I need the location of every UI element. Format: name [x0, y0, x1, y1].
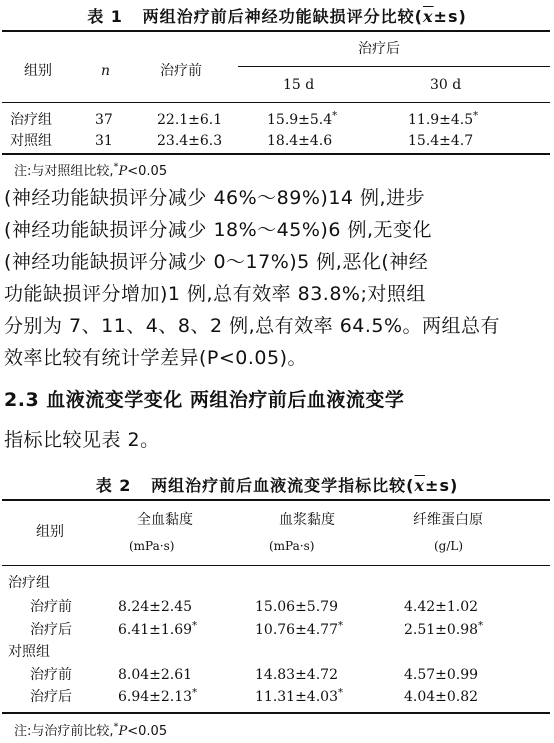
table2-g1-r1-label: 治疗前: [30, 599, 72, 615]
table1-header-before: 治疗前: [160, 63, 202, 79]
table2-g2-r1-plasma: [255, 666, 338, 684]
table2-g2-r1-fibrinogen: [404, 666, 478, 684]
paragraph-line-8: 指标比较见表 2。: [4, 429, 160, 451]
paragraph-line-5: 分别为 7、11、4、8、2 例,总有效率 64.5%。两组总有: [4, 315, 501, 337]
table2-g1-r2-m2: *: [337, 620, 343, 632]
table1-row2-n: 31: [95, 133, 113, 149]
table2-note: [14, 720, 167, 739]
table2-caption: [0, 473, 554, 496]
table1-row2-15d: [267, 132, 332, 150]
table2-g1-r2-v1: 6.41±1.69: [118, 622, 193, 638]
table2-stat-mean: $\overline{x}$: [414, 476, 426, 495]
table2-g2-r2-fibrinogen: [404, 688, 478, 706]
table2-g2-r1-v1: 8.04±2.61: [118, 667, 193, 683]
table1-row1-15d-value: 15.9±5.4: [267, 112, 333, 128]
table2-g1-r1-v1: 8.24±2.45: [118, 599, 193, 615]
table1-row1-30d-mark: *: [473, 110, 479, 122]
table1-row1-group: 治疗组: [10, 112, 52, 128]
paragraph-line-3: (神经功能缺损评分减少 0～17%)5 例,恶化(神经: [4, 251, 429, 273]
table1-header-group: 组别: [24, 63, 52, 79]
table2-group-treatment: 治疗组: [8, 575, 50, 591]
table2-g2-r2-v2: 11.31±4.03: [255, 689, 338, 705]
table1-header-15d: 15 d: [283, 77, 315, 93]
table2-g2-r1-v3: 4.57±0.99: [404, 667, 479, 683]
table2-g2-r2-plasma: [255, 688, 343, 706]
table2-header-plasma: 血浆黏度: [279, 512, 335, 528]
table2-header-rule: [2, 565, 550, 566]
table2-note-p: P: [118, 724, 128, 739]
table2-g1-r1-fibrinogen: [404, 598, 478, 616]
table2-g1-r2-label: 治疗后: [30, 622, 72, 638]
table1-header-after: 治疗后: [358, 41, 400, 57]
table2-g1-r2-m3: *: [478, 620, 484, 632]
section-heading-2-3: 2.3 血液流变学变化 两组治疗前后血液流变学: [4, 389, 405, 411]
table2-g1-r1-plasma: [255, 598, 338, 616]
table1-stat-sd: ±s): [433, 7, 467, 26]
table1-header-30d: 30 d: [430, 77, 462, 93]
table1-caption: [0, 4, 554, 27]
paragraph-line-6: 效率比较有统计学差异(P<0.05)。: [4, 347, 308, 369]
table2-header-whole-blood-unit: (mPa·s): [129, 539, 175, 553]
table2-note-star: *: [113, 721, 119, 733]
table1-title: 两组治疗前后神经功能缺损评分比较(: [142, 7, 423, 26]
table1-row1-15d: [267, 111, 337, 129]
table2-top-rule: [2, 499, 550, 501]
table1-top-rule: [2, 30, 550, 32]
table2-header-whole-blood: 全血黏度: [137, 512, 193, 528]
table2-note-text: 注:与治疗前比较,: [14, 724, 114, 739]
table2-group-control: 对照组: [8, 644, 50, 660]
table2-g1-r2-whole-blood: [118, 621, 197, 639]
table1-note-p: P: [118, 164, 128, 179]
table2-g2-r2-m1: *: [192, 687, 198, 699]
table1-note: [14, 160, 167, 179]
table2-header-fibrinogen: 纤维蛋白原: [413, 512, 483, 528]
table1-row1-15d-mark: *: [332, 110, 338, 122]
table2-g2-r2-whole-blood: [118, 688, 197, 706]
table1-row1-n: 37: [95, 112, 113, 128]
table2-g1-r1-whole-blood: [118, 598, 192, 616]
table1-row2-15d-value: 18.4±4.6: [267, 133, 333, 149]
table2-title: 两组治疗前后血液流变学指标比较(: [151, 476, 415, 495]
table1-bottom-rule: [2, 153, 550, 155]
table2-g1-r2-v2: 10.76±4.77: [255, 622, 338, 638]
table2-note-threshold: <0.05: [127, 724, 168, 739]
table2-g1-r2-v3: 2.51±0.98: [404, 622, 479, 638]
table1-note-star: *: [113, 161, 119, 173]
table1-row1-30d: [408, 111, 478, 129]
table2-g2-r2-m2: *: [337, 687, 343, 699]
table1-row2-30d: [408, 132, 473, 150]
table2-g1-r2-plasma: [255, 621, 343, 639]
table2-g1-r1-v3: 4.42±1.02: [404, 599, 479, 615]
table1-note-text: 注:与对照组比较,: [14, 164, 114, 179]
table1-header-n: n: [101, 63, 111, 79]
table1-after-rule: [238, 66, 550, 67]
table2-g2-r1-v2: 14.83±4.72: [255, 667, 338, 683]
table2-g1-r2-m1: *: [192, 620, 198, 632]
table1-header-rule: [2, 102, 550, 103]
paragraph-line-1: (神经功能缺损评分减少 46%～89%)14 例,进步: [4, 187, 426, 209]
paragraph-line-2: (神经功能缺损评分减少 18%～45%)6 例,无变化: [4, 219, 432, 241]
table2-g2-r1-label: 治疗前: [30, 667, 72, 683]
table2-header-fibrinogen-unit: (g/L): [434, 539, 464, 553]
paragraph-line-4: 功能缺损评分增加)1 例,总有效率 83.8%;对照组: [4, 283, 426, 305]
table2-g2-r2-label: 治疗后: [30, 689, 72, 705]
table1-stat-mean: $\overline{x}$: [422, 7, 434, 26]
table2-stat-sd: ±s): [425, 476, 459, 495]
table2-label: 表 2: [95, 476, 132, 495]
table2-g1-r2-fibrinogen: [404, 621, 483, 639]
table2-g2-r2-v1: 6.94±2.13: [118, 689, 193, 705]
table2-bottom-rule: [2, 712, 550, 714]
table2-header-plasma-unit: (mPa·s): [269, 539, 315, 553]
table2-g2-r2-v3: 4.04±0.82: [404, 689, 479, 705]
table1-row1-30d-value: 11.9±4.5: [408, 112, 474, 128]
table1-row2-group: 对照组: [10, 133, 52, 149]
table1-note-threshold: <0.05: [127, 164, 168, 179]
table1-label: 表 1: [87, 7, 123, 26]
table2-g2-r1-whole-blood: [118, 666, 192, 684]
table1-row2-before: 23.4±6.3: [157, 133, 223, 149]
table1-row2-30d-value: 15.4±4.7: [408, 133, 474, 149]
table2-g1-r1-v2: 15.06±5.79: [255, 599, 338, 615]
table2-header-group: 组别: [36, 524, 64, 540]
table1-row1-before: 22.1±6.1: [157, 112, 223, 128]
